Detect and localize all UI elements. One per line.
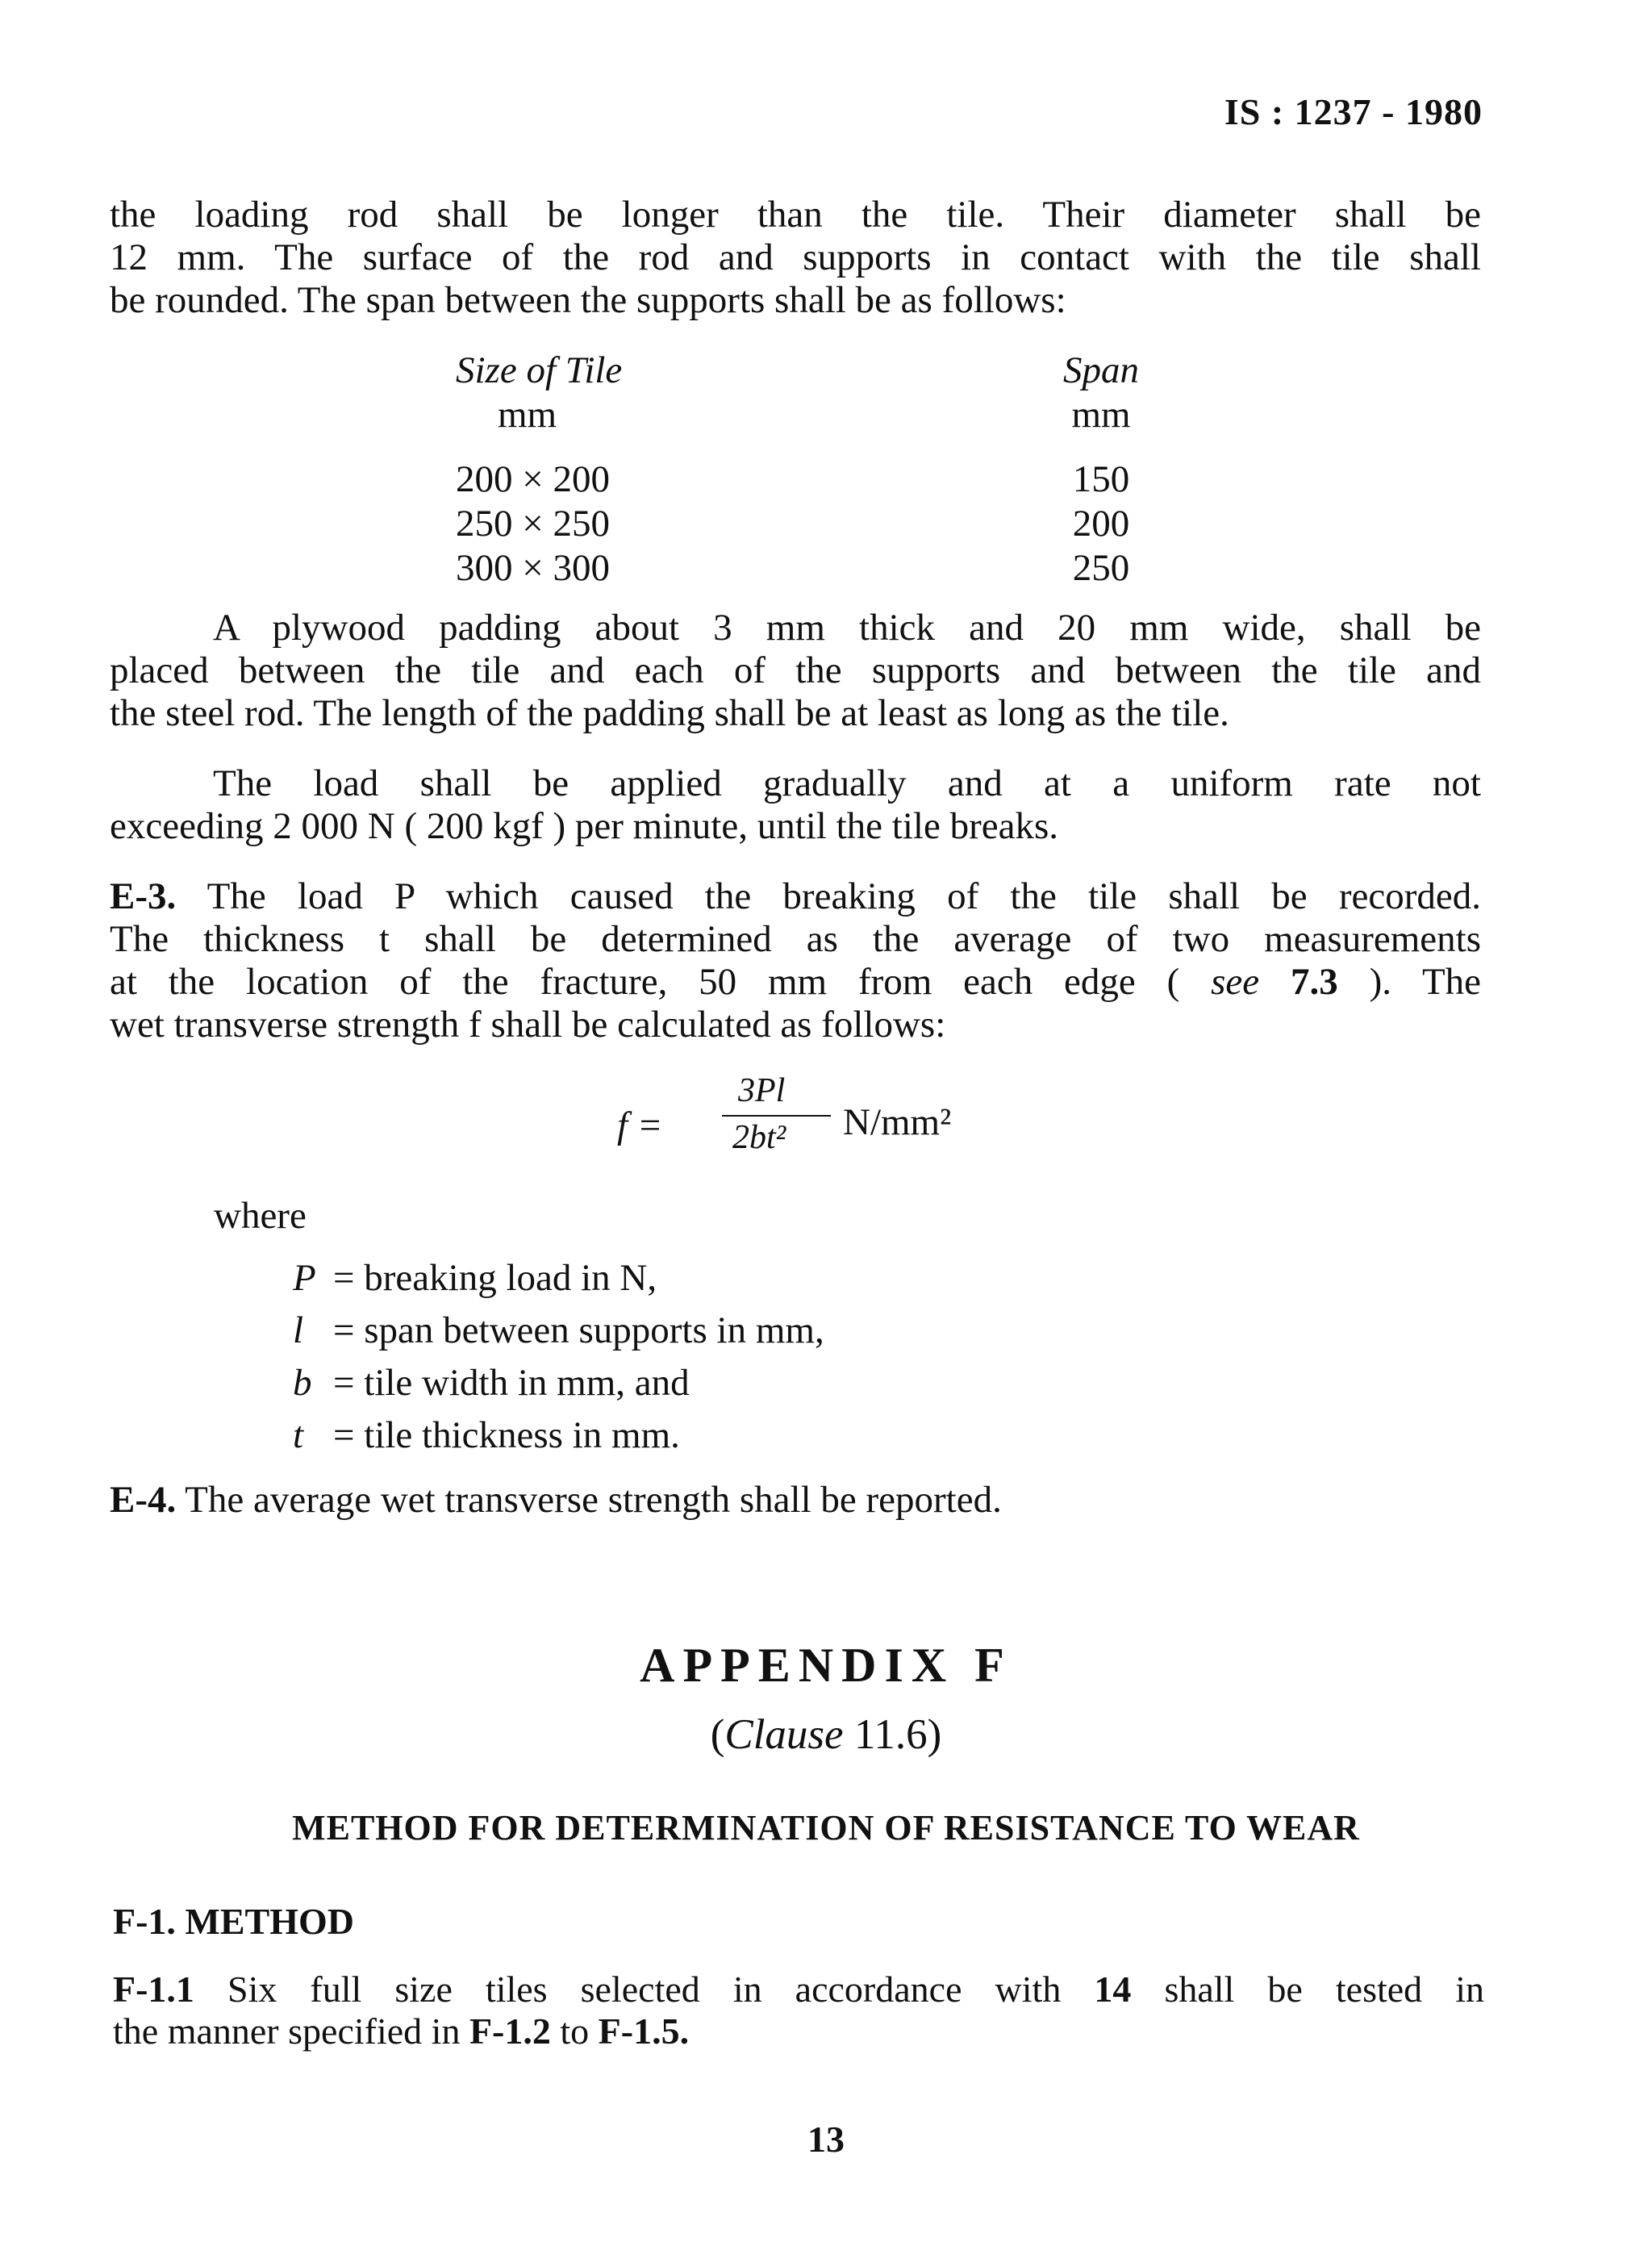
definition-text: = breaking load in N,: [333, 1257, 657, 1299]
clause-reference: 7.3: [1290, 961, 1338, 1003]
text-line: [110, 1479, 1481, 1522]
formula-numerator: 3Pl: [738, 1072, 786, 1109]
clause-reference: F-1.2: [469, 2010, 551, 2052]
definition-row: [293, 1357, 824, 1409]
text-line: exceeding 2 000 N ( 200 kgf ) per minute, until the tile breaks.: [110, 805, 1058, 847]
table-cell-size: 200 × 200: [456, 458, 611, 500]
clause-text: to: [560, 2010, 590, 2052]
paren-close: ): [927, 1711, 942, 1758]
symbol-definitions: [293, 1252, 824, 1462]
definition-row: [293, 1305, 824, 1357]
clause-e4: [110, 1479, 1481, 1522]
table-cell-size: 300 × 300: [456, 547, 611, 589]
clause-label: F-1.1: [113, 1969, 194, 2010]
text-line: [110, 961, 1481, 1004]
clause-text: the manner specified in: [113, 2010, 461, 2052]
clause-e3: [110, 875, 1481, 1046]
definition-row: [293, 1252, 824, 1305]
text-line: The load shall be applied gradually and at a uniform rate not: [213, 762, 1481, 804]
clause-text: shall be tested in: [1164, 1969, 1485, 2010]
definition-row: [293, 1409, 824, 1462]
clause-text: The average wet transverse strength shall be reported.: [185, 1479, 1002, 1521]
clause-reference: F-1.5.: [598, 2010, 690, 2052]
text-line: [110, 875, 1481, 918]
where-label: where: [214, 1195, 307, 1237]
paragraph-load-rate: [110, 762, 1481, 848]
table-unit-span: mm: [1071, 394, 1131, 436]
clause-text: The load P which caused the breaking of the tile shall be recorded.: [206, 875, 1482, 917]
strength-formula: [617, 1071, 1182, 1176]
formula-unit: N/mm²: [843, 1101, 952, 1143]
definition-symbol: l: [293, 1309, 304, 1351]
text-line: A plywood padding about 3 mm thick and 20 mm wide, shall be: [213, 607, 1481, 649]
paren-open: (: [710, 1711, 725, 1758]
standard-number: IS : 1237 - 1980: [1224, 91, 1483, 132]
page-number: 13: [807, 2119, 845, 2160]
appendix-title: APPENDIX F: [640, 1639, 1012, 1692]
table-cell-span: 150: [1072, 458, 1130, 500]
see-reference: see: [1211, 961, 1260, 1003]
appendix-clause-reference: [0, 1710, 1652, 1759]
clause-text: Six full size tiles selected in accordance with: [227, 1969, 1062, 2010]
text-line: [113, 1969, 1484, 2010]
table-cell-span: 200: [1072, 503, 1130, 545]
table-cell-span: 250: [1072, 547, 1130, 589]
definition-symbol: t: [293, 1414, 304, 1456]
clause-text: ). The: [1369, 961, 1482, 1003]
definition-text: = tile width in mm, and: [333, 1362, 690, 1404]
text-line: be rounded. The span between the supports shall be as follows:: [110, 279, 1066, 321]
definition-symbol: P: [293, 1257, 316, 1299]
text-line: wet transverse strength f shall be calculated as follows:: [110, 1004, 946, 1046]
formula-lhs: f =: [617, 1104, 663, 1146]
text-line: The thickness t shall be determined as the average of two measurements: [110, 918, 1481, 960]
text-line: the loading rod shall be longer than the tile. Their diameter shall be: [110, 194, 1481, 236]
text-line: placed between the tile and each of the supports and between the tile and: [110, 649, 1481, 691]
paragraph-loading-rod: [110, 194, 1481, 322]
clause-label: E-4.: [110, 1479, 177, 1521]
section-title: METHOD FOR DETERMINATION OF RESISTANCE TO WEAR: [292, 1808, 1360, 1848]
text-line: 12 mm. The surface of the rod and supports in contact with the tile shall: [110, 236, 1481, 278]
paragraph-plywood-padding: [110, 607, 1481, 735]
table-unit-size: mm: [498, 394, 557, 436]
fraction-bar: [722, 1115, 831, 1117]
clause-text: at the location of the fracture, 50 mm from each edge (: [110, 961, 1180, 1003]
formula-denominator: 2bt²: [732, 1119, 786, 1156]
table-header-span: Span: [1063, 349, 1139, 391]
definition-text: = tile thickness in mm.: [333, 1414, 680, 1456]
text-line: the steel rod. The length of the padding shall be at least as long as the tile.: [110, 692, 1229, 734]
clause-label: E-3.: [110, 875, 177, 917]
clause-f11: [113, 1969, 1484, 2052]
clause-number: 11.6: [853, 1711, 928, 1758]
subsection-title: METHOD: [185, 1901, 354, 1942]
subsection-heading: [113, 1900, 354, 1943]
clause-reference: 14: [1094, 1969, 1132, 2010]
definition-symbol: b: [293, 1362, 312, 1404]
subsection-label: F-1.: [113, 1901, 176, 1942]
table-cell-size: 250 × 250: [456, 503, 611, 545]
clause-word: Clause: [724, 1711, 844, 1758]
table-header-size: Size of Tile: [456, 349, 623, 391]
text-line: [113, 2010, 1484, 2052]
definition-text: = span between supports in mm,: [333, 1309, 824, 1351]
